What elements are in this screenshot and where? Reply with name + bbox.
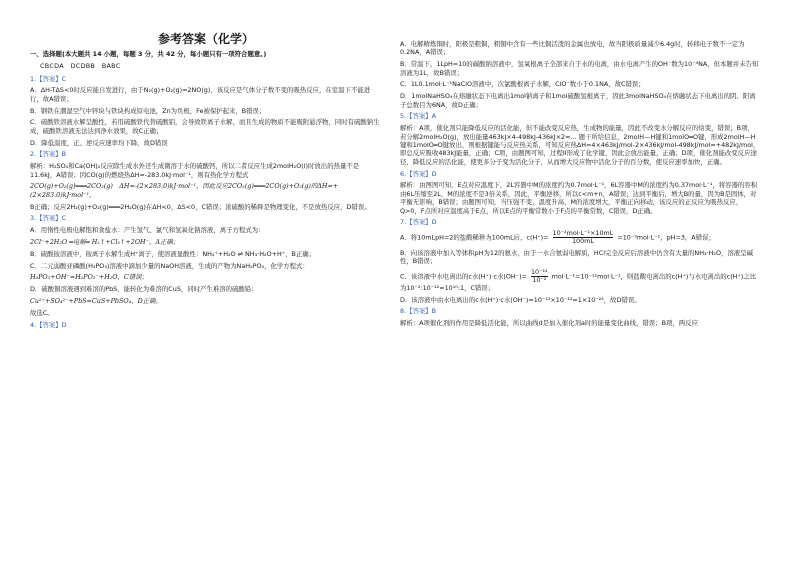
q7-c-fraction xyxy=(531,269,548,284)
q7-c-text-1: C．该溶液中水电离出的c水(H⁺)·c水(OH⁻)= xyxy=(400,272,527,281)
q7-c-text-2: mol·L⁻¹=10⁻¹²mol·L⁻¹，则盐酸电离出的c(H⁺)与水电离出的c(H⁺)之比为10⁻²:10⁻¹²=10¹⁰:1，C错误； xyxy=(400,272,757,292)
q6-explanation: 解析：由图图可知，E点对应温度下，2L容器中M的浓度约为0.7mol·L⁻¹，6L容器中M的浓度约为0.37mol·L⁻¹，将容器的容积由6L压缩至2L，M的浓度不是3倍关系，因此，平衡逆移，所以c<m+n，A错误；达到平衡后，增大B的量，因为B是固体，对平衡无影响，B错误；由题图可知，当压强不变，温度升高，M的浓度增大，平衡正向移动，该反应的正反应为吸热反应，Q>0，F点所对应温度高于E点，所以E点的平衡常数小于F点的平衡常数，C错误，D正确。 xyxy=(400,181,758,215)
q7-c-fraction-numerator: 10⁻¹⁴ xyxy=(530,267,548,276)
q1-option-a: A．ΔH-TΔS<0时反应能自发进行，由于N₂(g)+O₂(g)=2NO(g)，该反应是气体分子数不变的吸热反应，在室温下不能进行，故A错误； xyxy=(30,86,371,103)
q3-option-c: C．二元弱酸亚磷酸(H₃PO₃)溶液中滴加少量的NaOH溶液，生成的产物为NaH₂PO₃，化学方程式： xyxy=(30,261,309,270)
q6-answer: 6.【答案】D xyxy=(400,169,437,178)
q1-option-d: D．降低温度，正、逆反应速率均下降，故D错误 xyxy=(30,138,168,147)
q3-option-d: D．硫酸铜溶液遇到难溶的PbS，能转化为难溶的CuS，同时产生难溶的硫酸铅： xyxy=(30,285,258,294)
section-heading: 一、选择题(本大题共 14 小题，每题 3 分，共 42 分，每小题只有一项符合题意。) xyxy=(30,50,267,59)
q8-explanation: 解析：A项催化剂的作用是降低活化能，所以曲线d是加入催化剂a时的能量变化曲线，错误；B项，两反应 xyxy=(400,319,698,328)
q7-option-a xyxy=(400,230,760,245)
q7-answer: 7.【答案】D xyxy=(400,218,437,227)
q7-a-text-2: =10⁻³mol·L⁻¹，pH=3，A错误； xyxy=(617,233,715,242)
q8-answer: 8.【答案】B xyxy=(400,307,437,316)
q2-formula: 2CO(g)+O₂(g)═══2CO₂(g) ΔH=-(2×283.0)kJ·mol⁻¹，因此反应2CO₂(g)═══2CO(g)+O₂(g)的ΔH=+(2×283.0)kJ·mol⁻¹， xyxy=(30,182,339,199)
q3-formula-3: Cu²⁺+SO₄²⁻+PbS=CuS+PbSO₄，D正确。 xyxy=(30,296,162,305)
q4-option-a: A．电解精炼铜时，阳极是粗铜，粗铜中含有一些比铜活泼的金属也放电，故当阳极质量减少6.4g时，转移电子数不一定为0.2NA，A错误； xyxy=(400,40,745,57)
q5-answer: 5.【答案】A xyxy=(400,112,437,121)
q7-fraction xyxy=(553,230,614,245)
page-title: 参考答案（化学） xyxy=(157,32,254,46)
q7-fraction-numerator: 10⁻²mol·L⁻¹×10mL xyxy=(552,229,614,238)
q2-explanation: 解析：H₂SO₄和Ca(OH)₂反应除生成水外还生成微溶于水的硫酸钙，所以二者反应生成2molH₂O(l)时放出的热量不是11.6kJ，A错误；因CO(g)的燃烧热ΔH=-283.0kJ·mol⁻¹，则有热化学方程式 xyxy=(30,162,360,179)
q5-explanation: 解析：A项，催化剂只能降低反应的活化能，但不能改变反应热，生成物的能量，因此不改变水分解反应的焓变，错误；B项，若分解2molH₂O(g)，放出能量463kJ×4-498kJ-436kJ×2=... 题干所给信息，2molH—H键和1molO═O键，形成2molH—H键和1molO═O键放出，则根据键能与反应热关系，可知反应热ΔH=4×463kJ/mol-2×436kJ/mol-498kJ/mol=+482kJ/mol，即总反应吸收483kJ能量，正确；C项，由题图可知，过程II形成了化学键，因此会放出能量，正确；D项，催化剂能改变反应途径，降低反应的活化能，使更多分子变为活化分子，从而增大反应物中活化分子的百分数，使反应速率加快，正确。 xyxy=(400,124,760,166)
q4-option-d: D．1molNaHSO₄在熔融状态下电离出1mol钠离子和1mol硫酸氢根离子，因此3molNaHSO₄在熔融状态下电离出的阴、阳离子总数目为6NA，故D正确； xyxy=(400,92,756,109)
q3-formula-2: H₃PO₃+OH⁻=H₂PO₃⁻+H₂O，C错误； xyxy=(30,273,148,282)
q3-answer: 3.【答案】C xyxy=(30,214,67,223)
q7-a-text-1: A．将10mLpH=2的盐酸稀释为100mL后，c(H⁺)= xyxy=(400,233,549,242)
q4-answer: 4.【答案】D xyxy=(30,320,67,329)
q4-option-c: C．1L0.1mol·L⁻¹NaClO溶液中，次氯酸根离子水解，ClO⁻数小于0.1NA，故C错误； xyxy=(400,80,645,89)
q3-formula-1: 2Cl⁻+2H₂O ═电解═ H₂↑+Cl₂↑+2OH⁻，A正确； xyxy=(30,238,180,246)
q7-option-c xyxy=(400,269,760,292)
q1-answer: 1.【答案】C xyxy=(30,74,67,83)
right-column xyxy=(400,40,760,331)
q7-option-b: B．向该溶液中加入等体积pH为12的氨水，由于一水合氨弱电解质，HCl完全反应后溶液中仍含有大量的NH₃·H₂O，溶液呈碱性，B错误； xyxy=(400,248,753,266)
q3-conclusion: 故选C。 xyxy=(30,308,54,317)
q2-conclusion: B正确；反应2H₂(g)+O₂(g)═══2H₂O(g)在ΔH<0，ΔS<0，C错误；浓硫酸的稀释是物理变化，不是放热反应，D错误。 xyxy=(30,202,371,211)
answer-key: CBCDA DCDBB BABC xyxy=(40,62,121,71)
q3-option-a: A．用惰性电极电解饱和食盐水：产生氢气、氯气和氢氧化钠溶液，离子方程式为： xyxy=(30,226,265,235)
q7-fraction-denominator: 100mL xyxy=(571,237,594,246)
left-column xyxy=(30,32,382,332)
q4-option-b: B．常温下，1LpH=10的碳酸钠溶液中，氢氧根离子全部来自于水的电离，由水电离产生的OH⁻数为10⁻⁴NA，但本题并未告知溶液为1L，故B错误； xyxy=(400,60,759,77)
q7-c-fraction-denominator: 10⁻² xyxy=(532,275,547,284)
q1-option-c: C．硫酸铁溶液水解呈酸性，若用硫酸铁代替硫酸铝，会导致铁离子水解，而且生成的物质不能吸附悬浮物，同时有硫酸钠生成，硫酸铁溶液无法达到净水效果，故C正确； xyxy=(30,118,380,135)
q7-option-d: D．该溶液中由水电离出的c水(H⁺)·c水(OH⁻)=10⁻¹²×10⁻¹²=1×10⁻²⁴，故D错误。 xyxy=(400,295,641,304)
q1-option-b: B．钢铁在潮湿空气中锌块与铁块构成原电池，Zn为负极，Fe被保护起来，B错误； xyxy=(30,106,266,115)
q2-answer: 2.【答案】B xyxy=(30,150,67,159)
q3-option-b: B．硫酸铵溶液中，铵离子水解生成H⁺离子，使溶液显酸性：NH₄⁺+H₂O ⇌ NH₃·H₂O+H⁺，B正确； xyxy=(30,249,316,258)
